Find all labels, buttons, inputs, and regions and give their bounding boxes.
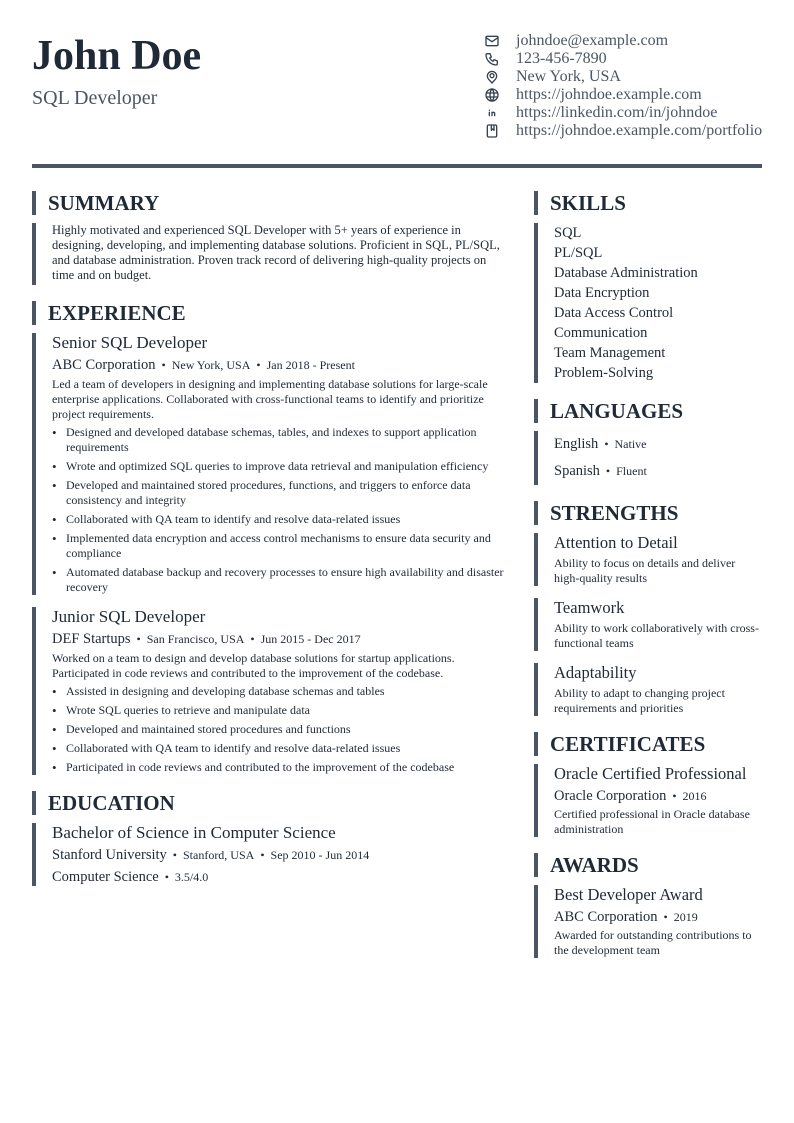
- language-level: Fluent: [616, 464, 647, 478]
- list-item: • Automated database backup and recovery processes to ensure high availability and disaster recovery: [52, 565, 509, 595]
- awards-title: AWARDS: [534, 853, 762, 877]
- header-divider: [32, 164, 762, 168]
- summary-text: Highly motivated and experienced SQL Developer with 5+ years of experience in designing, developing, and implementing database solutions. Proficient in SQL, PL/SQL, and database administration. Proven track record of delivering high-quality projects on time and on budget.: [52, 223, 500, 282]
- education-body: [32, 823, 509, 886]
- contact-phone[interactable]: [483, 50, 773, 68]
- contact-website[interactable]: [483, 86, 773, 104]
- certificate-year: 2016: [682, 789, 707, 803]
- education-gpa: 3.5/4.0: [174, 870, 209, 884]
- strength-name: Teamwork: [554, 598, 625, 617]
- contact-location-text: New York, USA: [516, 68, 621, 85]
- job-location: New York, USA: [171, 358, 251, 372]
- strength-item: [534, 663, 762, 716]
- award-issuer: ABC Corporation: [554, 909, 658, 925]
- job-position: Senior SQL Developer: [52, 333, 208, 352]
- awards-section: [534, 853, 762, 958]
- list-item: • Developed and maintained stored procedures, functions, and triggers to enforce data consistency and integrity: [52, 478, 509, 508]
- separator-dot: •: [164, 870, 169, 884]
- languages-title: LANGUAGES: [534, 399, 762, 423]
- list-item: • Wrote and optimized SQL queries to improve data retrieval and manipulation efficiency: [52, 459, 509, 474]
- summary-title: SUMMARY: [32, 191, 509, 215]
- skill-item: SQL: [554, 225, 582, 241]
- job-dates: Jan 2018 - Present: [266, 358, 355, 372]
- skills-section: [534, 191, 762, 383]
- certificate-name: Oracle Certified Professional: [554, 764, 747, 783]
- strength-item: [534, 533, 762, 586]
- job-dates: Jun 2015 - Dec 2017: [260, 632, 361, 646]
- award-meta: [554, 908, 762, 926]
- skill-item: Data Encryption: [554, 285, 650, 301]
- separator-dot: •: [663, 910, 668, 924]
- job-description: Led a team of developers in designing and implementing database solutions for large-scale enterprise applications. Collaborated with cross-functional teams to identify and prioritize project requirements.: [52, 377, 488, 421]
- separator-dot: •: [605, 464, 611, 478]
- candidate-role: SQL Developer: [32, 87, 158, 109]
- job-meta: [52, 356, 509, 374]
- separator-dot: •: [256, 358, 261, 372]
- separator-dot: •: [672, 789, 677, 803]
- strength-description: Ability to focus on details and deliver high-quality results: [554, 556, 736, 585]
- strength-item: [534, 598, 762, 651]
- globe-icon: [483, 87, 500, 104]
- languages-list: [534, 431, 762, 485]
- contact-location: [483, 68, 773, 86]
- education-meta: [52, 846, 509, 864]
- strength-description: Ability to adapt to changing project requirements and priorities: [554, 686, 725, 715]
- contact-email-text: johndoe@example.com: [516, 32, 669, 49]
- separator-dot: •: [260, 848, 265, 862]
- certificates-section: [534, 732, 762, 837]
- right-column: [534, 191, 762, 958]
- resume-header: [32, 30, 762, 144]
- strengths-title: STRENGTHS: [534, 501, 762, 525]
- experience-title: EXPERIENCE: [32, 301, 509, 325]
- job-bullets: [52, 684, 509, 775]
- candidate-name: John Doe: [32, 33, 202, 79]
- education-dates: Sep 2010 - Jun 2014: [270, 848, 370, 862]
- language-name: Spanish: [554, 463, 600, 479]
- list-item: • Collaborated with QA team to identify and resolve data-related issues: [52, 512, 509, 527]
- language-name: English: [554, 436, 599, 452]
- location-icon: [483, 69, 500, 86]
- job-position: Junior SQL Developer: [52, 607, 206, 626]
- strengths-section: [534, 501, 762, 716]
- contact-list: [483, 32, 773, 140]
- separator-dot: •: [604, 437, 609, 451]
- skill-item: Communication: [554, 325, 648, 341]
- job-location: San Francisco, USA: [146, 632, 245, 646]
- job-entry: [32, 607, 509, 775]
- contact-email[interactable]: [483, 32, 773, 50]
- list-item: • Participated in code reviews and contributed to the improvement of the codebase: [52, 760, 509, 775]
- job-description: Worked on a team to design and develop database solutions for startup applications. Participated in code reviews and contributed to the improvement of the codebase.: [52, 651, 455, 680]
- education-field-row: [52, 868, 509, 886]
- award-name: Best Developer Award: [554, 885, 703, 904]
- contact-portfolio[interactable]: [483, 122, 773, 140]
- strength-name: Adaptability: [554, 663, 637, 682]
- certificate-meta: [554, 787, 762, 805]
- list-item: • Developed and maintained stored procedures and functions: [52, 722, 509, 737]
- list-item: • Assisted in designing and developing database schemas and tables: [52, 684, 509, 699]
- contact-linkedin-text: https://linkedin.com/in/johndoe: [516, 104, 718, 121]
- contact-linkedin[interactable]: [483, 104, 773, 122]
- summary-body: [32, 223, 509, 285]
- mail-icon: [483, 33, 500, 50]
- job-company: DEF Startups: [52, 631, 131, 647]
- skills-list: [534, 223, 762, 383]
- portfolio-icon: [483, 123, 500, 140]
- left-column: [32, 191, 509, 886]
- award-item: [534, 885, 762, 958]
- job-company: ABC Corporation: [52, 357, 156, 373]
- education-location: Stanford, USA: [182, 848, 255, 862]
- job-bullets: [52, 425, 509, 595]
- award-year: 2019: [673, 910, 698, 924]
- skill-item: Problem-Solving: [554, 365, 654, 381]
- language-level: Native: [614, 437, 647, 451]
- separator-dot: •: [250, 632, 255, 646]
- skill-item: PL/SQL: [554, 245, 603, 261]
- skills-title: SKILLS: [534, 191, 762, 215]
- education-section: [32, 791, 509, 886]
- separator-dot: •: [172, 848, 177, 862]
- education-title: EDUCATION: [32, 791, 509, 815]
- education-degree: Bachelor of Science in Computer Science: [52, 823, 336, 842]
- strength-name: Attention to Detail: [554, 533, 678, 552]
- certificates-title: CERTIFICATES: [534, 732, 762, 756]
- list-item: • Collaborated with QA team to identify and resolve data-related issues: [52, 741, 509, 756]
- contact-portfolio-text: https://johndoe.example.com/portfolio: [516, 122, 763, 139]
- list-item: • Designed and developed database schemas, tables, and indexes to support application requirements: [52, 425, 509, 455]
- languages-section: [534, 399, 762, 485]
- certificate-description: Certified professional in Oracle database administration: [554, 807, 750, 836]
- education-field: Computer Science: [52, 869, 159, 885]
- summary-section: [32, 191, 509, 285]
- phone-icon: [483, 51, 500, 68]
- strength-description: Ability to work collaboratively with cross-functional teams: [554, 621, 759, 650]
- contact-phone-text: 123-456-7890: [516, 50, 607, 67]
- skill-item: Team Management: [554, 345, 666, 361]
- certificate-item: [534, 764, 762, 837]
- list-item: • Implemented data encryption and access control mechanisms to ensure data security and compliance: [52, 531, 509, 561]
- experience-section: [32, 301, 509, 775]
- separator-dot: •: [136, 632, 141, 646]
- certificate-issuer: Oracle Corporation: [554, 788, 667, 804]
- language-item: [554, 458, 762, 485]
- list-item: • Wrote SQL queries to retrieve and manipulate data: [52, 703, 509, 718]
- job-entry: [32, 333, 509, 595]
- skill-item: Data Access Control: [554, 305, 674, 321]
- skill-item: Database Administration: [554, 265, 698, 281]
- education-school: Stanford University: [52, 847, 167, 863]
- separator-dot: •: [161, 358, 166, 372]
- award-description: Awarded for outstanding contributions to the development team: [554, 928, 752, 957]
- job-meta: [52, 630, 509, 648]
- contact-website-text: https://johndoe.example.com: [516, 86, 702, 103]
- language-item: [554, 431, 762, 458]
- linkedin-icon: [483, 105, 500, 122]
